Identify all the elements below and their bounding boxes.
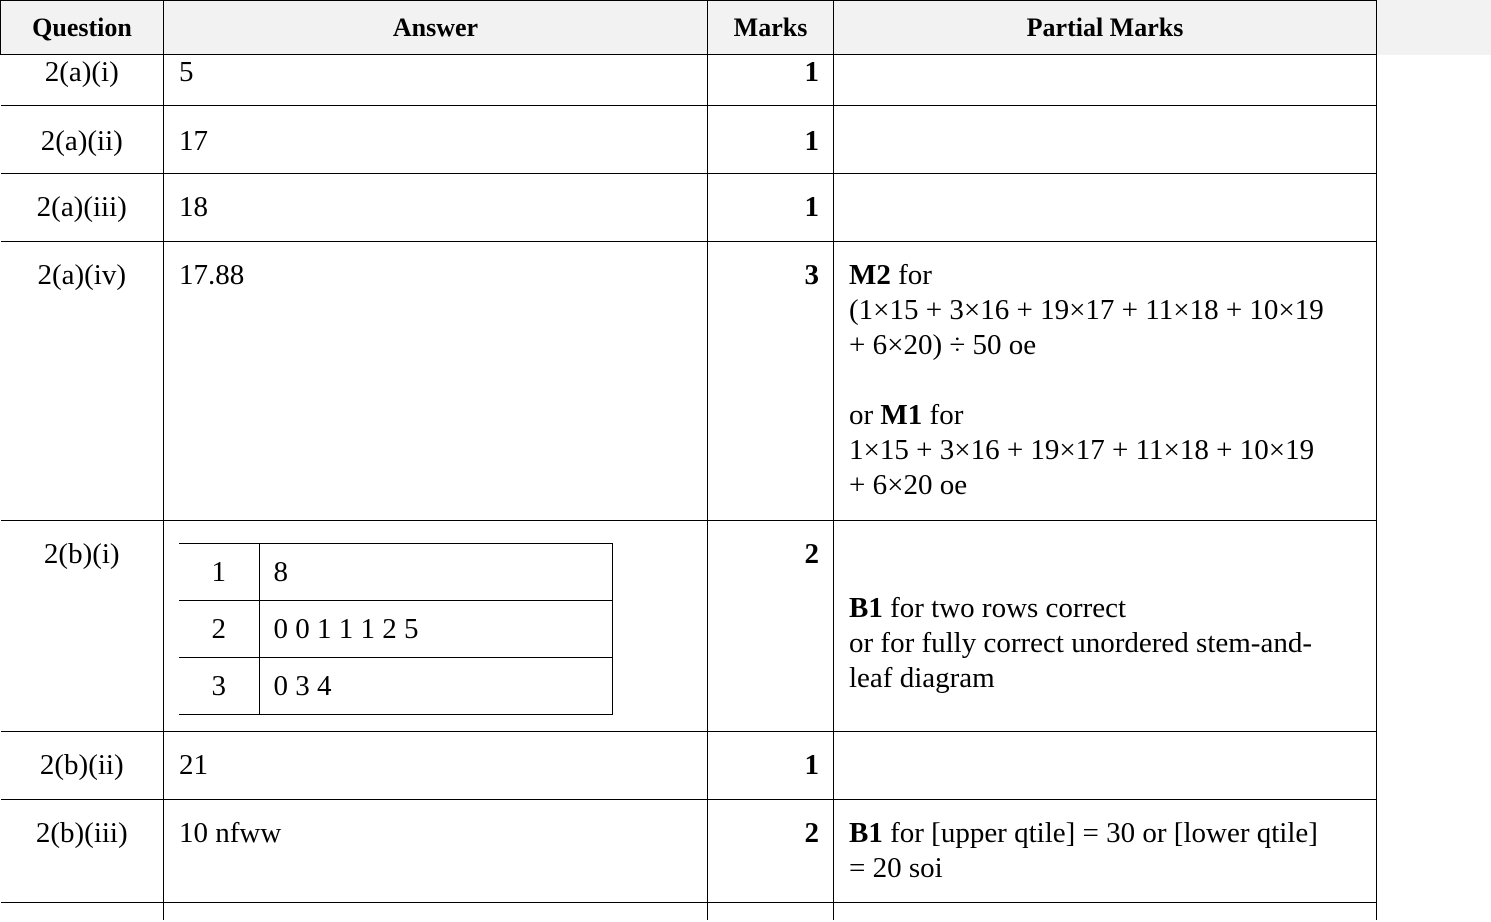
partial-marks-cell [834,732,1377,800]
question-cell: 2(a)(ii) [1,106,164,174]
m1-criterion [849,398,1366,433]
b1-text: for [upper qtile] = 30 or [lower qtile] [882,817,1318,849]
m1-expression-line1: 1×15 + 3×16 + 19×17 + 11×18 + 10×19 [849,434,1315,466]
b1-text-line2: = 20 soi [849,852,943,884]
question-cell: 2(a)(iii) [1,174,164,242]
m1-for: for [922,399,964,431]
table-row [1,174,1377,242]
b1-label: B1 [849,817,883,849]
m1-label: M1 [880,399,923,431]
marks-cell: 2 [708,521,834,732]
stem-and-leaf-diagram [179,543,613,715]
marks-cell: 1 [708,55,834,106]
question-cell: 2(b)(ii) [1,732,164,800]
table-row [1,242,1377,521]
answer-cell [164,521,708,732]
table-row [1,732,1377,800]
header-marks: Marks [708,1,834,55]
question-cell: 2(b)(i) [1,521,164,732]
m2-expression-line1: (1×15 + 3×16 + 19×17 + 11×18 + 10×19 [849,294,1324,326]
table-row [1,106,1377,174]
stem-cell: 2 [179,601,259,658]
leaf-cell: 0 3 4 [259,658,612,715]
marks-cell: 1 [708,732,834,800]
partial-marks-cell [834,800,1377,903]
b1-text: for two rows correct [882,592,1127,624]
marks-cell: 2 [708,800,834,903]
table-row-partial [1,903,1377,921]
partial-marks-cell [834,106,1377,174]
question-cell: 2(a)(iv) [1,242,164,521]
answer-cell: 18 [164,174,708,242]
partial-marks-cell [834,521,1377,732]
or-text: or [849,399,881,431]
m1-expression-line2: + 6×20 oe [849,469,968,501]
partial-marks-cell [834,174,1377,242]
question-cell: 2(b)(iii) [1,800,164,903]
stem-leaf-row [179,544,612,601]
stem-cell: 3 [179,658,259,715]
b1-criterion [849,816,1366,851]
stem-cell: 1 [179,544,259,601]
question-cell: 2(a)(i) [1,55,164,106]
b1-text-line2: or for fully correct unordered stem-and- [849,627,1312,659]
answer-cell: 17 [164,106,708,174]
partial-marks-cell [834,903,1377,921]
header-background-extension [1376,0,1491,55]
table-row [1,521,1377,732]
marks-cell: 3 [708,242,834,521]
header-row [1,1,1377,55]
answer-cell: 17.88 [164,242,708,521]
table-row [1,800,1377,903]
header-question: Question [1,1,164,55]
answer-cell: 5 [164,55,708,106]
m2-label: M2 [849,259,891,291]
m2-for: for [890,259,932,291]
b1-label: B1 [849,592,883,624]
answer-cell: 21 [164,732,708,800]
header-partial-marks: Partial Marks [834,1,1377,55]
header-answer: Answer [164,1,708,55]
leaf-cell: 0 0 1 1 1 2 5 [259,601,612,658]
m2-expression-line2: + 6×20) ÷ 50 oe [849,329,1037,361]
leaf-cell: 8 [259,544,612,601]
answer-cell: 10 nfww [164,800,708,903]
partial-marks-cell [834,55,1377,106]
marks-cell: 1 [708,174,834,242]
b1-text-line3: leaf diagram [849,662,995,694]
b1-criterion [849,591,1366,626]
answer-cell [164,903,708,921]
question-cell [1,903,164,921]
stem-leaf-row [179,601,612,658]
stem-leaf-row [179,658,612,715]
partial-marks-cell [834,242,1377,521]
m2-criterion [849,258,1366,293]
table-row [1,55,1377,106]
marks-cell: 1 [708,106,834,174]
marks-cell [708,903,834,921]
